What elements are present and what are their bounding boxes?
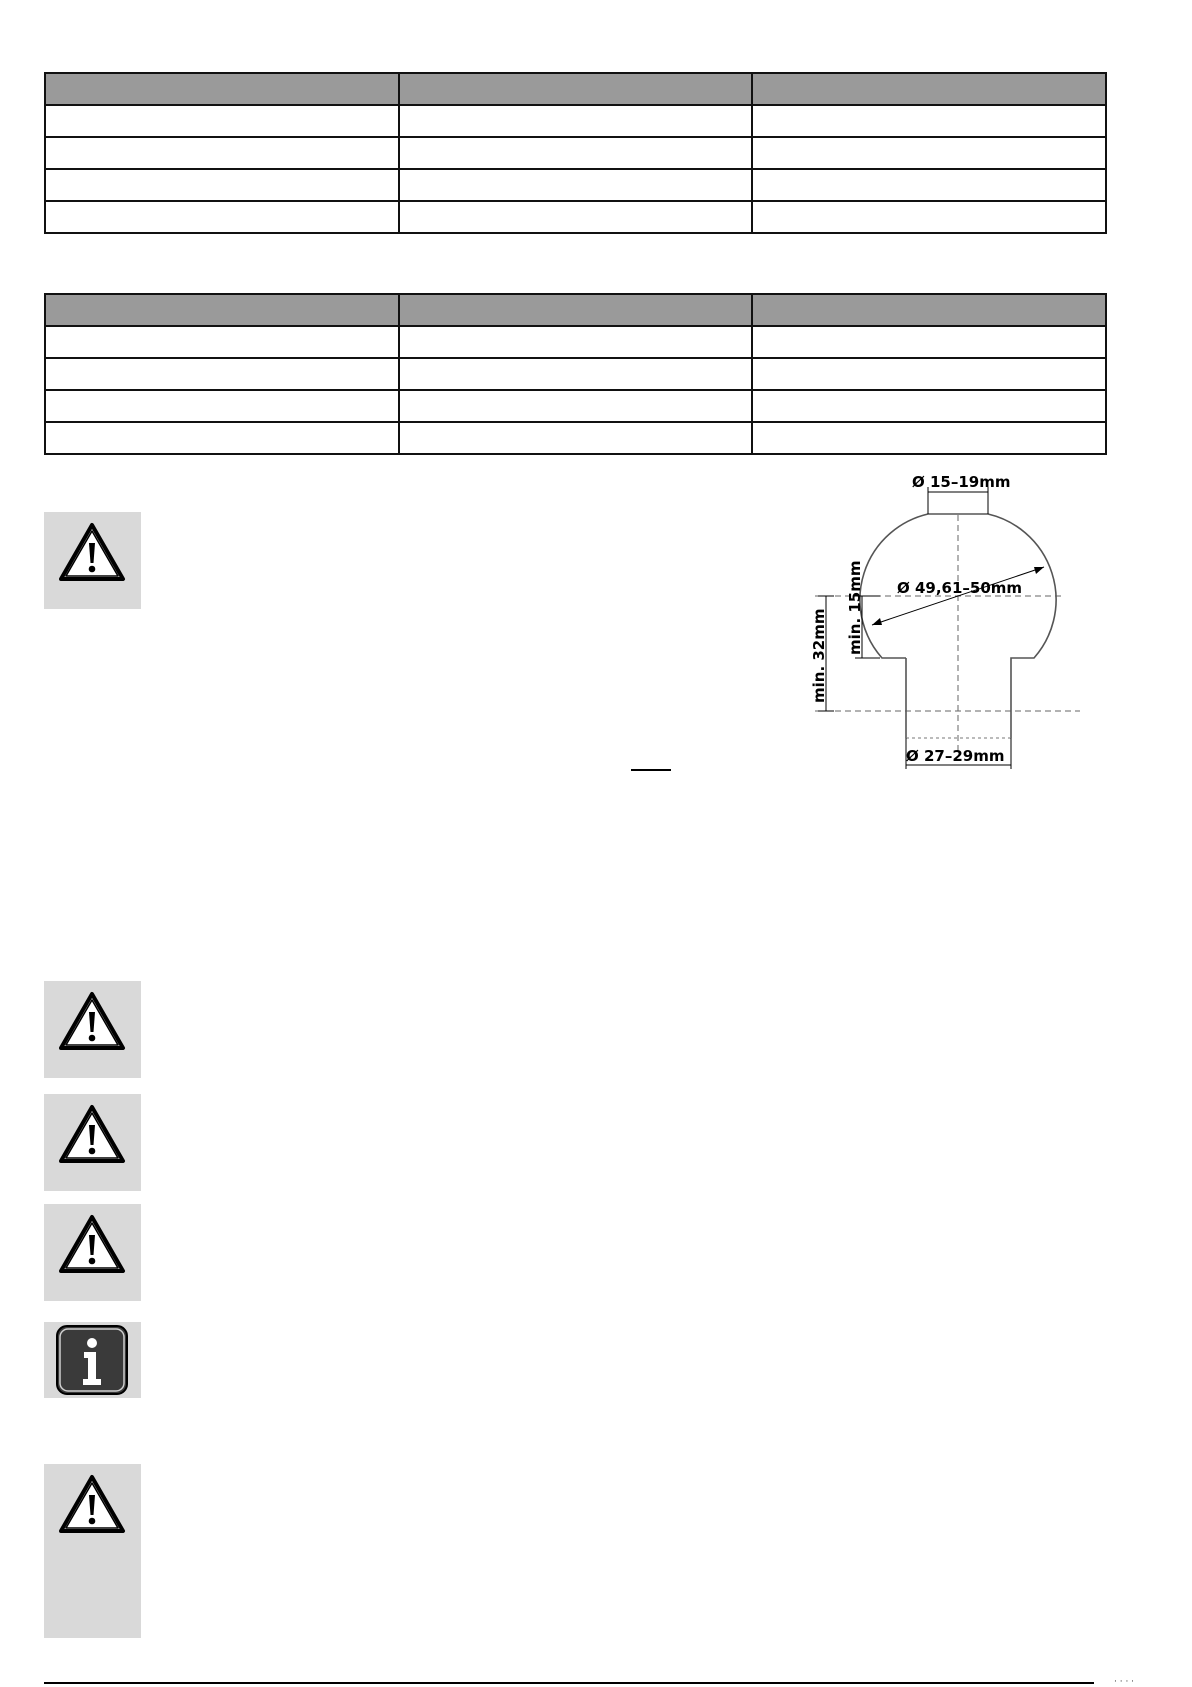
table-header-cell <box>752 294 1106 326</box>
table-cell <box>45 169 399 201</box>
warning-triangle-icon <box>58 1214 126 1274</box>
table-row <box>45 390 1106 422</box>
table-cell <box>45 105 399 137</box>
table-cell <box>45 422 399 454</box>
table-cell <box>399 422 753 454</box>
table-cell <box>45 358 399 390</box>
warning-triangle-icon <box>58 1474 126 1534</box>
info-icon <box>55 1324 129 1396</box>
table-cell <box>399 105 753 137</box>
warning-box <box>44 981 141 1078</box>
warning-triangle-icon <box>58 522 126 582</box>
warning-box <box>44 1464 141 1638</box>
warning-box <box>44 1094 141 1191</box>
table-cell <box>752 422 1106 454</box>
table-header-cell <box>45 294 399 326</box>
hole-diameter-label: Ø 15–19mm <box>912 475 1011 491</box>
warning-box <box>44 512 141 609</box>
warning-triangle-icon <box>58 1104 126 1164</box>
table-header-cell <box>45 73 399 105</box>
table-cell <box>399 358 753 390</box>
table-row <box>45 137 1106 169</box>
footer-rule <box>44 1682 1094 1684</box>
table-header-cell <box>399 294 753 326</box>
table-cell <box>752 105 1106 137</box>
table-row <box>45 105 1106 137</box>
table-header-row <box>45 294 1106 326</box>
min-32mm-label: min. 32mm <box>810 608 828 703</box>
coupling-ball-diagram <box>800 475 1090 780</box>
table-cell <box>399 137 753 169</box>
table-cell <box>45 201 399 233</box>
table-cell <box>752 137 1106 169</box>
table-cell <box>752 390 1106 422</box>
table-cell <box>45 137 399 169</box>
table-cell <box>45 390 399 422</box>
table-row <box>45 326 1106 358</box>
footer-mark: · · · · <box>1114 1677 1135 1687</box>
table-cell <box>752 169 1106 201</box>
min-15mm-label: min. 15mm <box>846 560 864 655</box>
table-cell <box>399 201 753 233</box>
table-header-row <box>45 73 1106 105</box>
neck-diameter-label: Ø 27–29mm <box>906 747 1005 765</box>
table-header-cell <box>752 73 1106 105</box>
underline-mark <box>631 769 671 771</box>
table-header-cell <box>399 73 753 105</box>
table-cell <box>399 326 753 358</box>
spec-table-1 <box>44 72 1107 234</box>
table-row <box>45 201 1106 233</box>
table-cell <box>752 201 1106 233</box>
table-row <box>45 358 1106 390</box>
table-row <box>45 169 1106 201</box>
table-cell <box>45 326 399 358</box>
warning-box <box>44 1204 141 1301</box>
table-cell <box>399 169 753 201</box>
table-row <box>45 422 1106 454</box>
warning-triangle-icon <box>58 991 126 1051</box>
info-box <box>44 1322 141 1398</box>
spec-table-2 <box>44 293 1107 455</box>
table-cell <box>752 326 1106 358</box>
ball-diameter-label: Ø 49,61–50mm <box>897 579 1023 597</box>
table-cell <box>399 390 753 422</box>
table-cell <box>752 358 1106 390</box>
